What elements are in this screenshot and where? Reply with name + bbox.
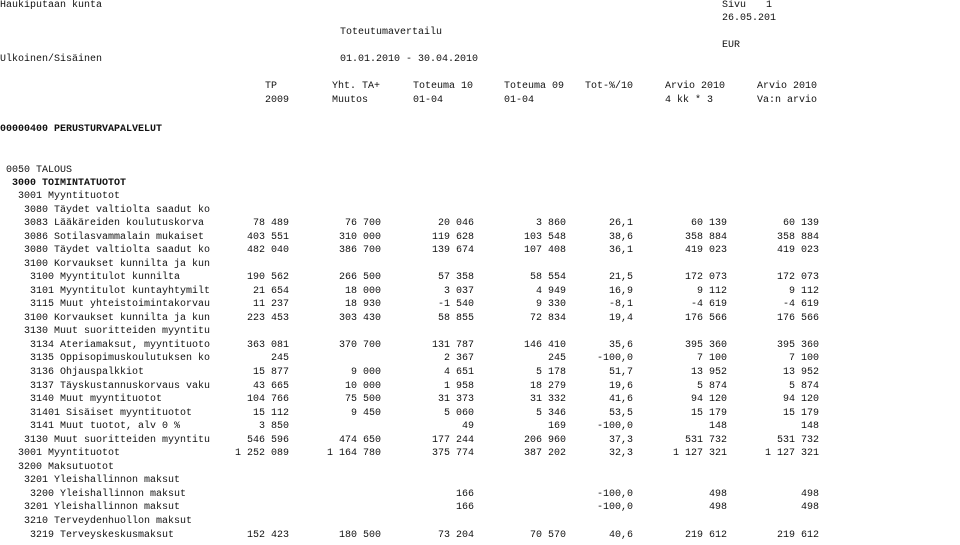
cell-arvio-va: 172 073 xyxy=(776,272,819,284)
cell-arvio-2010: 498 xyxy=(708,488,727,500)
cell-toteuma-09: 103 548 xyxy=(523,231,566,243)
cell-tp: 21 654 xyxy=(252,285,289,297)
table-row xyxy=(0,259,960,273)
row-label: 3100 Korvaukset kunnilta ja kun xyxy=(24,312,211,324)
cell-tp: 546 596 xyxy=(246,434,289,446)
cell-arvio-va: 395 360 xyxy=(776,339,819,351)
cell-toteuma-09: 72 834 xyxy=(529,312,566,324)
table-row xyxy=(0,299,960,313)
cell-arvio-2010: 5 874 xyxy=(696,380,727,392)
cell-arvio-2010: 419 023 xyxy=(684,245,727,257)
cell-arvio-va: 419 023 xyxy=(776,245,819,257)
report-title: Toteutumavertailu xyxy=(340,27,443,38)
report-date: 26.05.201 xyxy=(722,13,777,24)
cell-ta: 386 700 xyxy=(338,245,381,257)
cell-toteuma-10: 58 855 xyxy=(437,312,474,324)
table-row xyxy=(0,353,960,367)
cell-toteuma-10: 375 774 xyxy=(431,448,474,460)
cell-arvio-2010: 176 566 xyxy=(684,312,727,324)
cell-ta: 18 000 xyxy=(344,285,381,297)
cell-ta: 474 650 xyxy=(338,434,381,446)
cell-tp: 104 766 xyxy=(246,394,289,406)
column-subheader-ta: Muutos xyxy=(332,95,369,106)
section-title: 00000400 PERUSTURVAPALVELUT xyxy=(0,124,163,135)
cell-toteuma-09: 169 xyxy=(547,421,566,433)
cell-tot-pct: -100,0 xyxy=(596,488,633,500)
cell-toteuma-09: 107 408 xyxy=(523,245,566,257)
cell-tp: 43 665 xyxy=(252,380,289,392)
column-header-t09: Toteuma 09 xyxy=(504,81,565,92)
cell-ta: 180 500 xyxy=(338,529,381,541)
cell-toteuma-09: 4 949 xyxy=(535,285,566,297)
scope-label: Ulkoinen/Sisäinen xyxy=(0,54,103,65)
column-header-arvio-va: Arvio 2010 xyxy=(757,81,818,92)
table-row xyxy=(0,232,960,246)
cell-arvio-2010: 7 100 xyxy=(696,353,727,365)
cell-tot-pct: 26,1 xyxy=(608,218,633,229)
cell-tot-pct: 21,5 xyxy=(608,272,633,284)
cell-ta: 1 164 780 xyxy=(326,448,381,460)
cell-arvio-va: 15 179 xyxy=(782,407,819,419)
cell-toteuma-09: 5 178 xyxy=(535,367,566,379)
cell-arvio-2010: 358 884 xyxy=(684,231,727,243)
cell-tot-pct: 32,3 xyxy=(608,448,633,460)
cell-tot-pct: 36,1 xyxy=(608,245,633,257)
row-label: 3136 Ohjauspalkkiot xyxy=(30,367,145,379)
column-subheader-arvio: 4 kk * 3 xyxy=(665,95,714,106)
cell-toteuma-10: -1 540 xyxy=(437,299,474,311)
cell-tp: 11 237 xyxy=(252,299,289,311)
cell-toteuma-09: 206 960 xyxy=(523,434,566,446)
row-label: 3201 Yleishallinnon maksut xyxy=(24,502,181,514)
column-header-pct: Tot-%/10 xyxy=(585,81,634,92)
column-header-tp: TP xyxy=(265,81,278,92)
table-row xyxy=(0,448,960,462)
column-subheader-t10: 01-04 xyxy=(413,95,444,106)
row-label: 3141 Muut tuotot, alv 0 % xyxy=(30,421,181,433)
cell-toteuma-09: 146 410 xyxy=(523,339,566,351)
cell-tot-pct: 37,3 xyxy=(608,434,633,446)
cell-toteuma-10: 31 373 xyxy=(437,394,474,406)
column-subheader-t09: 01-04 xyxy=(504,95,535,106)
cell-toteuma-09: 58 554 xyxy=(529,272,566,284)
cell-arvio-va: 13 952 xyxy=(782,367,819,379)
cell-toteuma-10: 177 244 xyxy=(431,434,474,446)
cell-toteuma-09: 18 279 xyxy=(529,380,566,392)
table-row xyxy=(0,218,960,232)
cell-toteuma-10: 1 958 xyxy=(443,380,474,392)
cell-toteuma-09: 70 570 xyxy=(529,529,566,541)
cell-arvio-va: 60 139 xyxy=(782,218,819,229)
cell-ta: 76 700 xyxy=(344,218,381,229)
cell-arvio-va: 5 874 xyxy=(788,380,819,392)
table-row xyxy=(0,381,960,395)
column-header-ta: Yht. TA+ xyxy=(332,81,381,92)
row-label: 3201 Yleishallinnon maksut xyxy=(24,475,181,487)
cell-arvio-2010: 172 073 xyxy=(684,272,727,284)
cell-tot-pct: -100,0 xyxy=(596,421,633,433)
cell-tot-pct: 16,9 xyxy=(608,285,633,297)
cell-toteuma-10: 4 651 xyxy=(443,367,474,379)
table-row xyxy=(0,272,960,286)
cell-toteuma-10: 131 787 xyxy=(431,339,474,351)
cell-toteuma-10: 20 046 xyxy=(437,218,474,229)
cell-toteuma-09: 245 xyxy=(547,353,566,365)
cell-arvio-2010: 15 179 xyxy=(690,407,727,419)
cell-arvio-va: 531 732 xyxy=(776,434,819,446)
cell-tot-pct: 38,6 xyxy=(608,231,633,243)
cell-arvio-va: 9 112 xyxy=(788,285,819,297)
table-row xyxy=(0,435,960,449)
cell-toteuma-10: 119 628 xyxy=(431,231,474,243)
subsection-myyntituotot: 3001 Myyntituotot xyxy=(18,191,121,202)
cell-tp: 223 453 xyxy=(246,312,289,324)
row-label: 3200 Maksutuotot xyxy=(18,461,115,473)
cell-arvio-2010: 148 xyxy=(708,421,727,433)
subsection-toimintatuotot: 3000 TOIMINTATUOTOT xyxy=(12,178,127,189)
cell-arvio-va: 498 xyxy=(800,488,819,500)
cell-tp: 482 040 xyxy=(246,245,289,257)
table-row xyxy=(0,475,960,489)
cell-arvio-va: 148 xyxy=(800,421,819,433)
cell-toteuma-10: 3 037 xyxy=(443,285,474,297)
row-label: 3101 Myyntitulot kuntayhtymilt xyxy=(30,285,211,297)
table-row xyxy=(0,408,960,422)
page-label: Sivu xyxy=(722,0,747,11)
cell-arvio-va: 219 612 xyxy=(776,529,819,541)
cell-arvio-2010: 498 xyxy=(708,502,727,514)
cell-arvio-2010: 13 952 xyxy=(690,367,727,379)
subsection-taydet: 3080 Täydet valtiolta saadut ko xyxy=(24,205,211,216)
cell-tp: 245 xyxy=(270,353,289,365)
cell-tot-pct: 40,6 xyxy=(608,529,633,541)
table-row xyxy=(0,313,960,327)
cell-tp: 190 562 xyxy=(246,272,289,284)
row-label: 3200 Yleishallinnon maksut xyxy=(30,488,187,500)
cell-tp: 1 252 089 xyxy=(234,448,289,460)
cell-tp: 363 081 xyxy=(246,339,289,351)
cell-ta: 9 450 xyxy=(350,407,381,419)
table-row xyxy=(0,502,960,516)
table-row xyxy=(0,286,960,300)
cell-ta: 18 930 xyxy=(344,299,381,311)
cell-tp: 3 850 xyxy=(258,421,289,433)
cell-tot-pct: 41,6 xyxy=(608,394,633,406)
cell-arvio-va: -4 619 xyxy=(782,299,819,311)
cell-arvio-2010: 9 112 xyxy=(696,285,727,297)
cell-arvio-va: 7 100 xyxy=(788,353,819,365)
column-header-arvio: Arvio 2010 xyxy=(665,81,726,92)
cell-toteuma-10: 139 674 xyxy=(431,245,474,257)
page-number: 1 xyxy=(766,0,773,11)
cell-tp: 78 489 xyxy=(252,218,289,229)
cell-ta: 9 000 xyxy=(350,367,381,379)
cell-arvio-va: 176 566 xyxy=(776,312,819,324)
cell-toteuma-09: 5 346 xyxy=(535,407,566,419)
cell-tot-pct: 19,6 xyxy=(608,380,633,392)
cell-ta: 303 430 xyxy=(338,312,381,324)
table-row xyxy=(0,421,960,435)
cell-ta: 10 000 xyxy=(344,380,381,392)
row-label: 3134 Ateriamaksut, myyntituoto xyxy=(30,339,211,351)
cell-toteuma-09: 3 860 xyxy=(535,218,566,229)
cell-arvio-va: 358 884 xyxy=(776,231,819,243)
row-label: 3100 Korvaukset kunnilta ja kun xyxy=(24,258,211,270)
row-label: 3210 Terveydenhuollon maksut xyxy=(24,516,193,528)
organization-name: Haukiputaan kunta xyxy=(0,0,103,11)
cell-tp: 403 551 xyxy=(246,231,289,243)
cell-arvio-va: 498 xyxy=(800,502,819,514)
column-header-t10: Toteuma 10 xyxy=(413,81,474,92)
currency-label: EUR xyxy=(722,40,741,51)
row-label: 3100 Myyntitulot kunnilta xyxy=(30,272,181,284)
cell-ta: 75 500 xyxy=(344,394,381,406)
row-label: 3080 Täydet valtiolta saadut ko xyxy=(24,245,211,257)
cell-tot-pct: 51,7 xyxy=(608,367,633,379)
report-period: 01.01.2010 - 30.04.2010 xyxy=(340,54,479,65)
row-label: 3086 Sotilasvammalain mukaiset xyxy=(24,231,205,243)
cell-tot-pct: -100,0 xyxy=(596,353,633,365)
cell-arvio-2010: 531 732 xyxy=(684,434,727,446)
cell-arvio-2010: 94 120 xyxy=(690,394,727,406)
cell-ta: 370 700 xyxy=(338,339,381,351)
cell-arvio-2010: -4 619 xyxy=(690,299,727,311)
table-row xyxy=(0,462,960,476)
cell-toteuma-09: 387 202 xyxy=(523,448,566,460)
cell-toteuma-10: 166 xyxy=(455,488,474,500)
row-label: 3135 Oppisopimuskoulutuksen ko xyxy=(30,353,211,365)
cell-arvio-va: 1 127 321 xyxy=(764,448,819,460)
table-row xyxy=(0,516,960,530)
cell-tp: 152 423 xyxy=(246,529,289,541)
cell-toteuma-10: 5 060 xyxy=(443,407,474,419)
cell-arvio-2010: 1 127 321 xyxy=(672,448,727,460)
cell-tp: 15 877 xyxy=(252,367,289,379)
table-row xyxy=(0,530,960,544)
column-subheader-arvio-va: Va:n arvio xyxy=(757,95,818,106)
row-label: 3137 Täyskustannuskorvaus vaku xyxy=(30,380,211,392)
cell-arvio-2010: 219 612 xyxy=(684,529,727,541)
column-subheader-tp: 2009 xyxy=(265,95,290,106)
table-row xyxy=(0,326,960,340)
cell-toteuma-10: 2 367 xyxy=(443,353,474,365)
row-label: 31401 Sisäiset myyntituotot xyxy=(30,407,193,419)
cell-tp: 15 112 xyxy=(252,407,289,419)
cell-arvio-2010: 60 139 xyxy=(690,218,727,229)
cell-toteuma-10: 73 204 xyxy=(437,529,474,541)
cell-toteuma-10: 166 xyxy=(455,502,474,514)
cell-toteuma-09: 31 332 xyxy=(529,394,566,406)
table-row xyxy=(0,367,960,381)
row-label: 3219 Terveyskeskusmaksut xyxy=(30,529,175,541)
subsection-talous: 0050 TALOUS xyxy=(6,165,73,176)
cell-tot-pct: 53,5 xyxy=(608,407,633,419)
row-label: 3115 Muut yhteistoimintakorvau xyxy=(30,299,211,311)
row-label: 3140 Muut myyntituotot xyxy=(30,394,163,406)
cell-ta: 310 000 xyxy=(338,231,381,243)
row-label: 3130 Muut suoritteiden myyntitu xyxy=(24,434,211,446)
row-label: 3130 Muut suoritteiden myyntitu xyxy=(24,326,211,338)
cell-arvio-2010: 395 360 xyxy=(684,339,727,351)
cell-arvio-va: 94 120 xyxy=(782,394,819,406)
table-row xyxy=(0,340,960,354)
cell-toteuma-10: 57 358 xyxy=(437,272,474,284)
cell-toteuma-09: 9 330 xyxy=(535,299,566,311)
table-row xyxy=(0,245,960,259)
row-label: 3083 Lääkäreiden koulutuskorva xyxy=(24,218,205,229)
cell-tot-pct: 19,4 xyxy=(608,312,633,324)
row-label: 3001 Myyntituotot xyxy=(18,448,121,460)
table-row xyxy=(0,394,960,408)
cell-tot-pct: -8,1 xyxy=(608,299,633,311)
report-rows xyxy=(0,218,960,543)
cell-tot-pct: -100,0 xyxy=(596,502,633,514)
table-row xyxy=(0,489,960,503)
cell-tot-pct: 35,6 xyxy=(608,339,633,351)
cell-toteuma-10: 49 xyxy=(461,421,474,433)
cell-ta: 266 500 xyxy=(338,272,381,284)
